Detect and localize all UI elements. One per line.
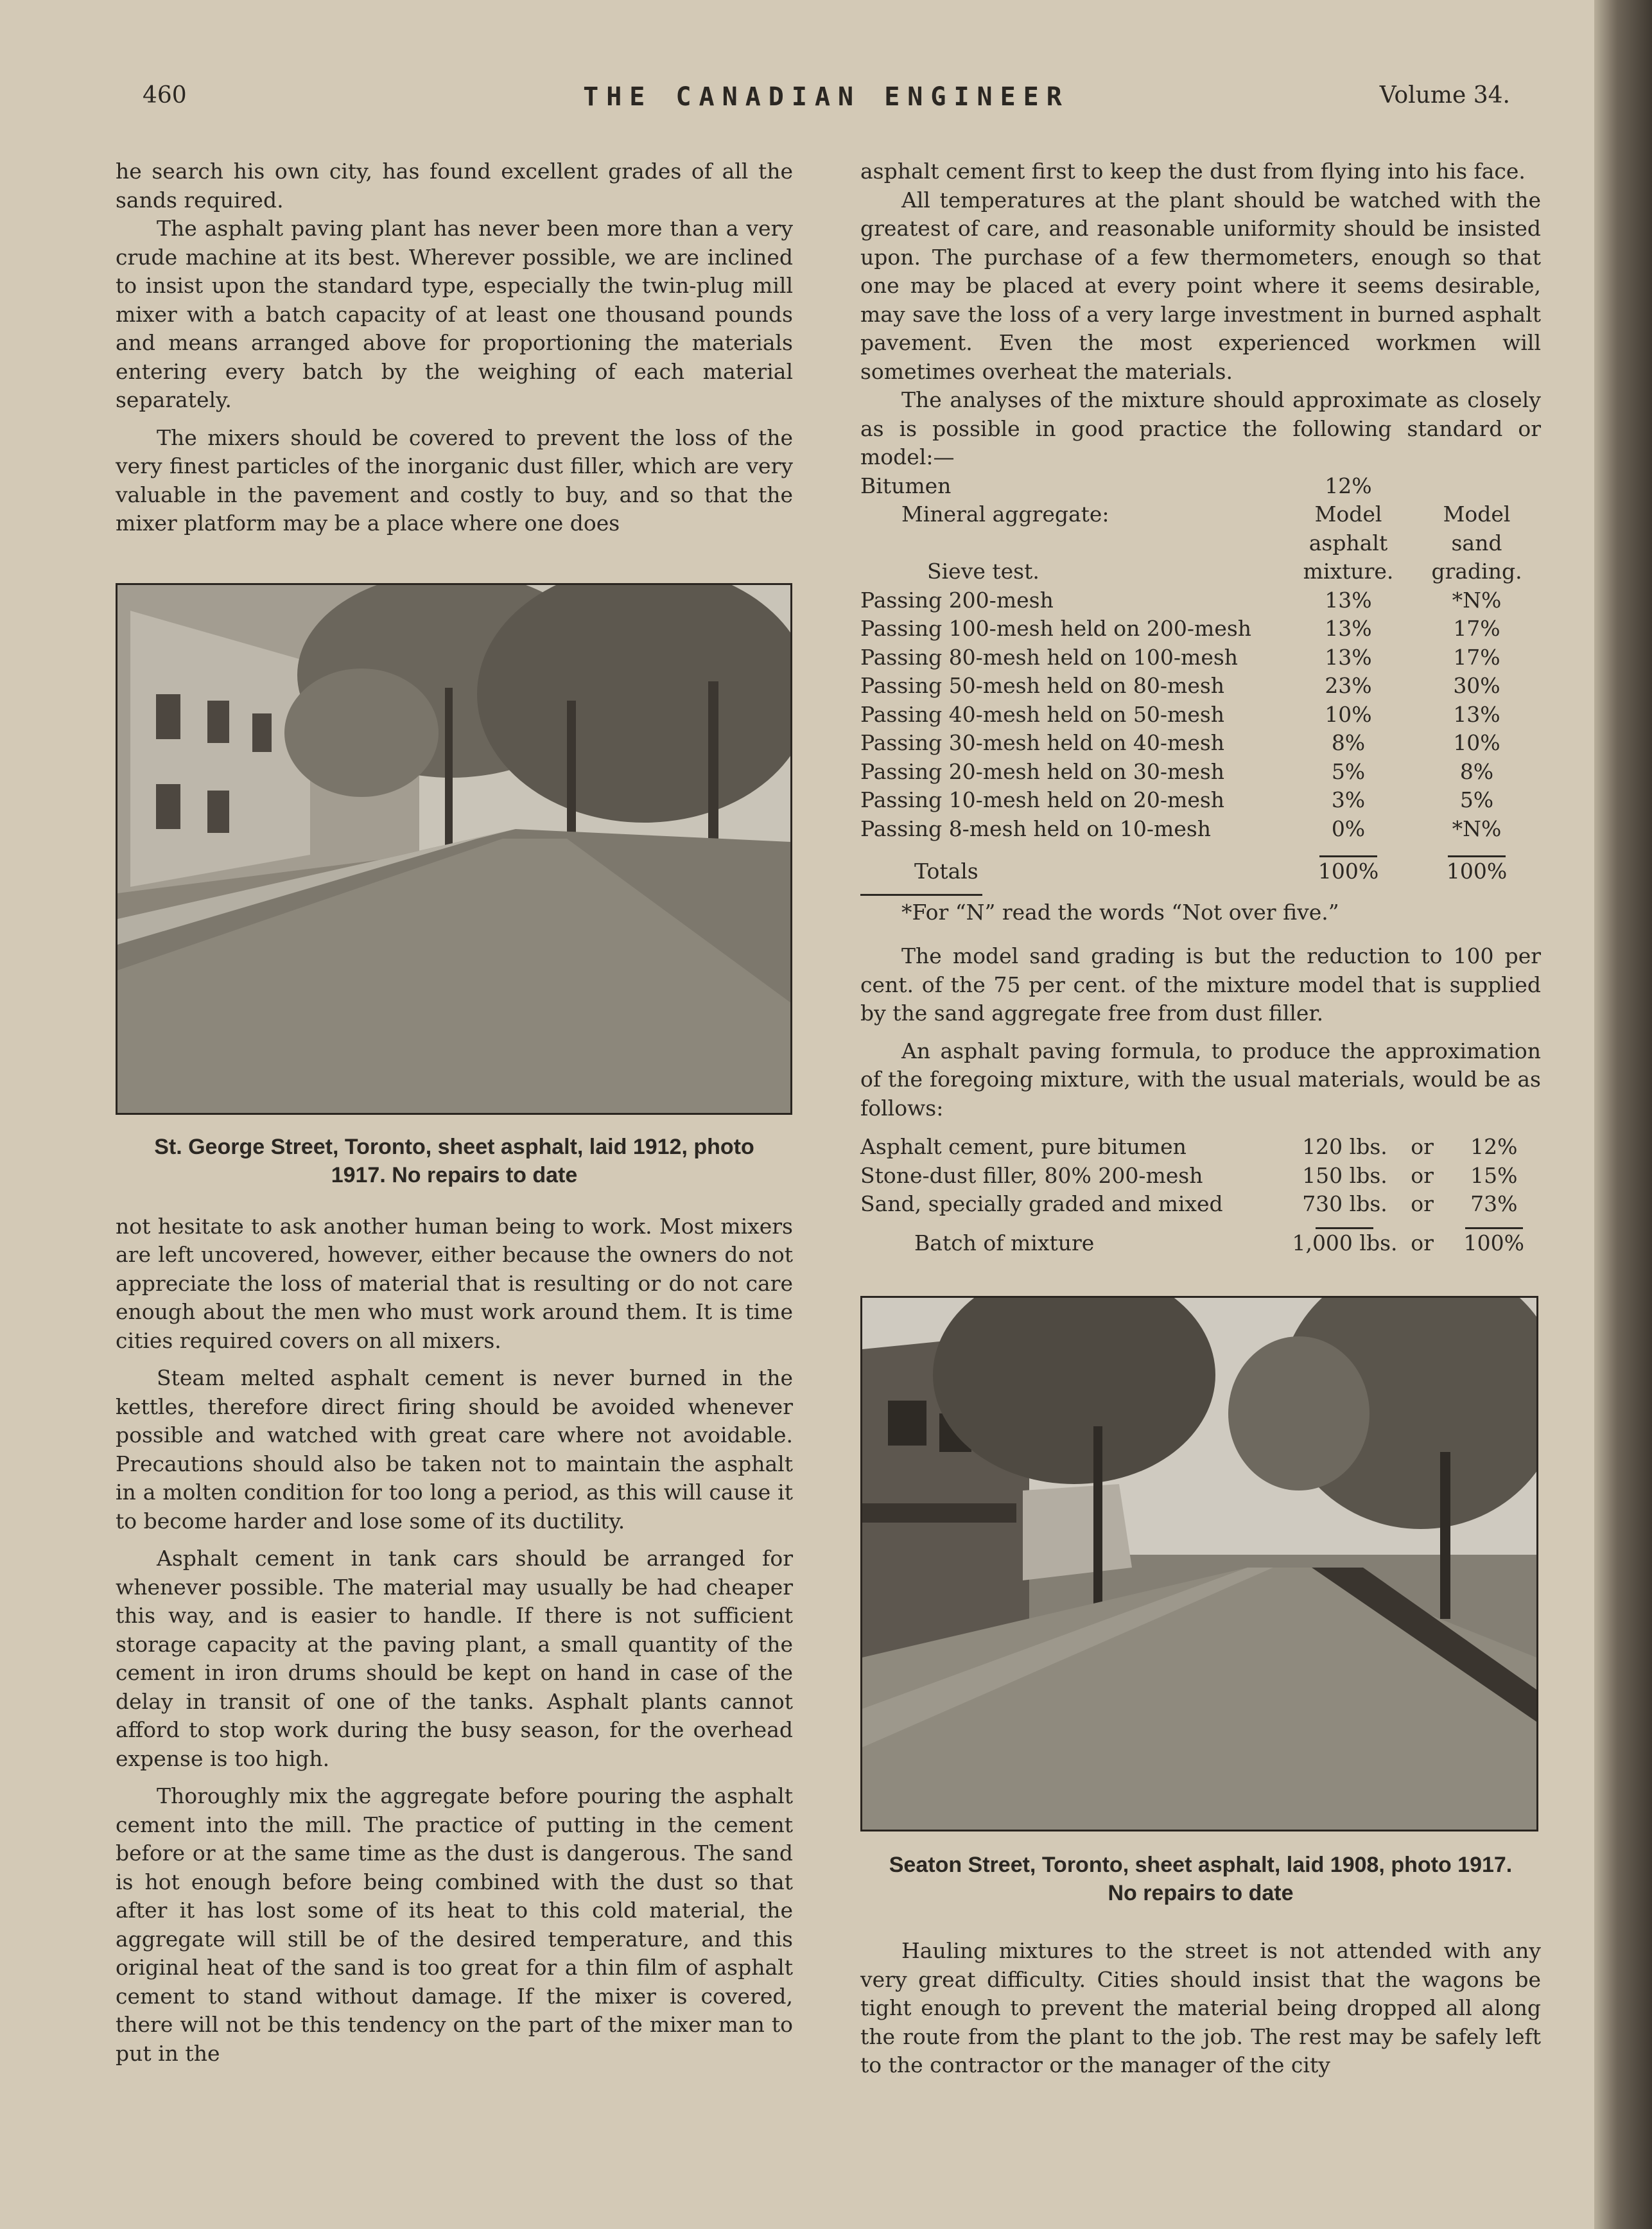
formula-row — [860, 1162, 1541, 1191]
column-header: Model — [1443, 502, 1511, 527]
formula-table — [860, 1133, 1541, 1257]
page-gutter-shadow — [1594, 0, 1652, 2229]
table-row — [860, 729, 1541, 758]
mix-value: 3% — [1331, 787, 1366, 812]
mix-value: 0% — [1331, 816, 1366, 841]
street-photo-illustration — [117, 585, 790, 1113]
totals-label: Totals — [914, 859, 978, 884]
table-row — [860, 758, 1541, 787]
sand-value: 30% — [1453, 673, 1500, 698]
column-header: Model — [1314, 502, 1382, 527]
paragraph: The mixers should be covered to prevent the loss of the very finest particles of the inorganic dust filler, which are very valuable in the pavement and costly to buy, and so that the mixer platform may be a place where one does — [116, 424, 793, 536]
page-number: 460 — [143, 82, 187, 109]
sand-value: *N% — [1452, 816, 1502, 841]
formula-lbs: 730 lbs. — [1302, 1191, 1387, 1216]
table-row — [860, 701, 1541, 730]
sieve-label: Passing 50-mesh held on 80-mesh — [860, 673, 1225, 698]
paragraph: The model sand grading is but the reduction to 100 per cent. of the 75 per cent. of the mixture model that is supplied by the sand aggregate free from dust filler. — [860, 943, 1541, 1026]
column-header: grading. — [1431, 559, 1522, 584]
mix-value: 13% — [1325, 587, 1372, 613]
formula-or: or — [1411, 1162, 1434, 1188]
formula-label: Sand, specially graded and mixed — [860, 1191, 1223, 1216]
batch-lbs: 1,000 lbs. — [1292, 1230, 1398, 1255]
volume-label: Volume 34. — [1379, 82, 1510, 109]
formula-or: or — [1411, 1134, 1434, 1159]
totals-sand: 100% — [1446, 859, 1508, 884]
sand-value: *N% — [1452, 587, 1502, 613]
paragraph: All temperatures at the plant should be watched with the greatest of care, and reasonable uniformity should be insisted upon. The purchase of a few thermometers, enough so that one may be placed at every point where it seems desirable, may save the loss of a very large investment in burned asphalt pavement. Even the most experienced workmen will sometimes overheat the materials. — [860, 187, 1541, 384]
column-header: sand — [1451, 530, 1502, 555]
column-header: mixture. — [1303, 559, 1394, 584]
table-row — [860, 786, 1541, 815]
sieve-label: Passing 8-mesh held on 10-mesh — [860, 816, 1212, 841]
mix-value: 5% — [1331, 758, 1366, 784]
sieve-label: Passing 100-mesh held on 200-mesh — [860, 616, 1252, 641]
mix-value: 23% — [1325, 673, 1372, 698]
formula-row — [860, 1133, 1541, 1162]
table-row — [860, 615, 1541, 643]
table-row — [860, 643, 1541, 672]
sand-value: 17% — [1453, 644, 1500, 670]
batch-or: or — [1411, 1230, 1434, 1255]
formula-label: Stone-dust filler, 80% 200-mesh — [860, 1162, 1203, 1188]
formula-or: or — [1411, 1191, 1434, 1216]
left-column — [116, 157, 793, 2068]
mix-value: 8% — [1331, 730, 1366, 755]
paragraph: The analyses of the mixture should approximate as closely as is possible in good practice the following standard or model:— — [860, 387, 1541, 469]
batch-pct: 100% — [1463, 1230, 1524, 1255]
photo-st-george-street — [116, 583, 792, 1115]
table-row — [860, 586, 1541, 615]
mineral-aggregate-label: Mineral aggregate: — [901, 502, 1109, 527]
paragraph: The asphalt paving plant has never been more than a very crude machine at its best. Wherever possible, we are inclined to insist upon the standard type, especially the twin-plug mill mixer with a batch capacity of at least one thousand pounds and means arranged above for proportioning the materials entering every batch by the weighing of each material separately. — [116, 216, 793, 412]
formula-pct: 12% — [1470, 1134, 1518, 1159]
paragraph: Asphalt cement in tank cars should be arranged for whenever possible. The material may usually be had cheaper this way, and is easier to handle. If there is not sufficient storage capacity at the paving plant, a small quantity of the cement in iron drums should be kept on hand in case of the delay in transit of one of the tanks. Asphalt plants cannot afford to stop work during the busy season, for the overhead expense is too high. — [116, 1546, 793, 1771]
sand-value: 10% — [1453, 730, 1500, 755]
formula-lbs: 150 lbs. — [1302, 1162, 1387, 1188]
paragraph: Hauling mixtures to the street is not attended with any very great difficulty. Cities should insist that the wagons be tight enough to prevent the material being dropped all along the route from the plant to the job. The rest may be safely left to the contractor or the manager of the city — [860, 1938, 1541, 2077]
sieve-label: Passing 80-mesh held on 100-mesh — [860, 644, 1239, 670]
table-row — [860, 672, 1541, 701]
formula-row — [860, 1190, 1541, 1219]
sieve-label: Passing 30-mesh held on 40-mesh — [860, 730, 1225, 755]
photo-caption: Seaton Street, Toronto, sheet asphalt, laid 1908, photo 1917. No repairs to date — [889, 1853, 1513, 1905]
table-footnote: *For “N” read the words “Not over five.” — [901, 899, 1339, 925]
sand-value: 13% — [1453, 701, 1500, 727]
formula-label: Asphalt cement, pure bitumen — [860, 1134, 1187, 1159]
paragraph: asphalt cement first to keep the dust from flying into his face. — [860, 159, 1526, 184]
paragraph: not hesitate to ask another human being to work. Most mixers are left uncovered, however, either because the owners do not appreciate the loss of material that is resulting or do not care enough about the men who must work around them. It is time cities required covers on all mixers. — [116, 1213, 793, 1353]
journal-title: THE CANADIAN ENGINEER — [583, 82, 1070, 112]
formula-pct: 73% — [1470, 1191, 1518, 1216]
paragraph: An asphalt paving formula, to produce the approximation of the foregoing mixture, with the usual materials, would be as follows: — [860, 1038, 1541, 1121]
column-header: asphalt — [1309, 530, 1388, 555]
sand-value: 8% — [1459, 758, 1494, 784]
paragraph: Thoroughly mix the aggregate before pouring the asphalt cement into the mill. The practice of putting in the cement before or at the same time as the dust is dangerous. The sand is hot enough before being combined with the dust so that after it has lost some of its heat to this cold material, the aggregate will still be of the desired temperature, and this original heat of the sand is too great for a thin film of asphalt cement to stand without damage. If the mixer is covered, there will not be this tendency on the part of the mixer man to put in the — [116, 1783, 793, 2066]
mix-value: 13% — [1325, 644, 1372, 670]
right-column — [860, 157, 1541, 2080]
running-header — [143, 82, 1510, 121]
mix-value: 13% — [1325, 616, 1372, 641]
bitumen-value: 12% — [1325, 473, 1372, 498]
paragraph: Steam melted asphalt cement is never burned in the kettles, therefore direct firing should be avoided whenever possible and watched with great care where not avoidable. Precautions should also be taken not to maintain the asphalt in a molten condition for too long a period, as this will cause it to become harder and lose some of its ductility. — [116, 1365, 793, 1534]
sieve-label: Passing 20-mesh held on 30-mesh — [860, 758, 1225, 784]
batch-row — [860, 1229, 1541, 1258]
sand-value: 5% — [1459, 787, 1494, 812]
sieve-label: Passing 10-mesh held on 20-mesh — [860, 787, 1225, 812]
bitumen-label: Bitumen — [860, 473, 952, 498]
paragraph: he search his own city, has found excellent grades of all the sands required. — [116, 159, 793, 213]
photo-seaton-street — [860, 1296, 1538, 1831]
table-row — [860, 815, 1541, 844]
totals-mix: 100% — [1317, 859, 1379, 884]
street-photo-illustration — [862, 1298, 1536, 1830]
batch-label: Batch of mixture — [914, 1230, 1095, 1255]
mix-value: 10% — [1325, 701, 1372, 727]
sieve-label: Passing 40-mesh held on 50-mesh — [860, 701, 1225, 727]
totals-row — [860, 857, 1541, 886]
sieve-test-table — [860, 472, 1541, 886]
sand-value: 17% — [1453, 616, 1500, 641]
photo-caption: St. George Street, Toronto, sheet asphalt, laid 1912, photo 1917. No repairs to date — [154, 1134, 754, 1187]
sieve-test-label: Sieve test. — [927, 559, 1039, 584]
formula-lbs: 120 lbs. — [1302, 1134, 1387, 1159]
sieve-label: Passing 200-mesh — [860, 587, 1054, 613]
formula-pct: 15% — [1470, 1162, 1518, 1188]
